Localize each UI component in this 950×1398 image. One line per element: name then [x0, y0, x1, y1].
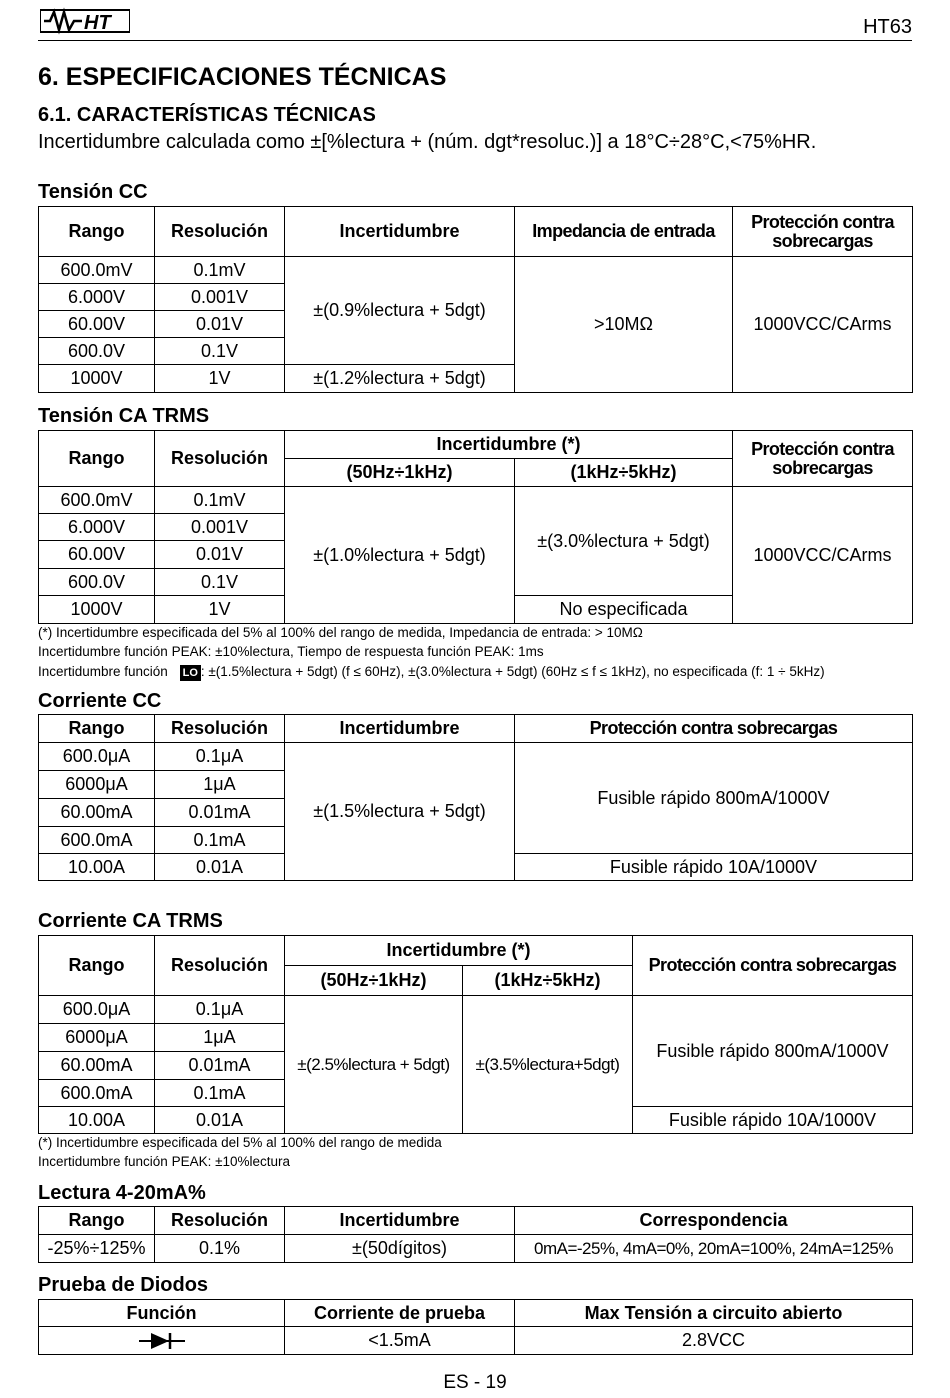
- header-band-low: (50Hz÷1kHz): [285, 459, 515, 487]
- resolution-cell: 0.001V: [155, 284, 285, 311]
- section-title-diode-test: Prueba de Diodos: [38, 1274, 209, 1296]
- header-open-circuit-voltage: Max Tensión a circuito abierto: [515, 1300, 913, 1327]
- range-cell: -25%÷125%: [39, 1235, 155, 1263]
- range-cell: 10.00A: [39, 1107, 155, 1134]
- range-cell: 6000μA: [39, 771, 155, 799]
- page-number: ES - 19: [443, 1372, 507, 1393]
- resolution-cell: 0.1mV: [155, 487, 285, 514]
- range-cell: 600.0V: [39, 338, 155, 365]
- range-cell: 6.000V: [39, 514, 155, 541]
- range-cell: 600.0μA: [39, 743, 155, 771]
- uncertainty-band-low-cell: ±(1.0%lectura + 5dgt): [285, 487, 515, 624]
- resolution-cell: 0.1mA: [155, 1080, 285, 1107]
- open-voltage-cell: 2.8VCC: [515, 1327, 913, 1355]
- header-range: Rango: [39, 1207, 155, 1235]
- header-protection: Protección contra sobrecargas: [733, 431, 913, 487]
- header-protection: Protección contra sobrecargas: [515, 715, 913, 743]
- range-cell: 600.0mV: [39, 487, 155, 514]
- header-impedance: Impedancia de entrada: [515, 207, 733, 257]
- resolution-cell: 0.01V: [155, 311, 285, 338]
- uncertainty-band-high-cell: ±(3.0%lectura + 5dgt): [515, 487, 733, 596]
- header-range: Rango: [39, 431, 155, 487]
- section-title-4-20ma: Lectura 4-20mA%: [38, 1182, 206, 1204]
- uncertainty-cell: ±(1.5%lectura + 5dgt): [285, 743, 515, 881]
- resolution-cell: 0.01A: [155, 1107, 285, 1134]
- correspondence-cell: 0mA=-25%, 4mA=0%, 20mA=100%, 24mA=125%: [515, 1235, 913, 1263]
- resolution-cell: 0.01mA: [155, 1052, 285, 1080]
- header-resolution: Resolución: [155, 207, 285, 257]
- resolution-cell: 1μA: [155, 1024, 285, 1052]
- resolution-cell: 0.1V: [155, 569, 285, 596]
- ac-voltage-table: [38, 430, 913, 624]
- not-specified-cell: No especificada: [515, 596, 733, 624]
- uncertainty-cell: ±(50dígitos): [285, 1235, 515, 1263]
- ac-voltage-note-3: [38, 664, 825, 681]
- header-resolution: Resolución: [155, 1207, 285, 1235]
- ac-voltage-note-1: (*) Incertidumbre especificada del 5% al 100% del rango de medida, Impedancia de entrada: > 10MΩ: [38, 625, 643, 640]
- diode-icon: [137, 1331, 187, 1351]
- impedance-cell: >10MΩ: [515, 257, 733, 393]
- dc-current-table: [38, 714, 913, 881]
- header-function: Función: [39, 1300, 285, 1327]
- section-title-dc-current: Corriente CC: [38, 690, 162, 712]
- reading-4-20ma-table: [38, 1206, 913, 1263]
- header-range: Rango: [39, 207, 155, 257]
- resolution-cell: 0.1V: [155, 338, 285, 365]
- range-cell: 1000V: [39, 365, 155, 393]
- header-band-high: (1kHz÷5kHz): [463, 966, 633, 996]
- resolution-cell: 1μA: [155, 771, 285, 799]
- resolution-cell: 0.1mA: [155, 827, 285, 854]
- header-correspondence: Correspondencia: [515, 1207, 913, 1235]
- ac-voltage-note-2: Incertidumbre función PEAK: ±10%lectura, Tiempo de respuesta función PEAK: 1ms: [38, 644, 544, 659]
- header-resolution: Resolución: [155, 715, 285, 743]
- lo-mode-icon: [180, 665, 201, 681]
- function-cell: [39, 1327, 285, 1355]
- resolution-cell: 1V: [155, 596, 285, 624]
- ac-current-note-1: (*) Incertidumbre especificada del 5% al 100% del rango de medida: [38, 1135, 442, 1150]
- range-cell: 6000μA: [39, 1024, 155, 1052]
- protection-cell: 1000VCC/CArms: [733, 257, 913, 393]
- range-cell: 60.00V: [39, 541, 155, 569]
- lo-icon-label: LO: [182, 667, 198, 679]
- diode-test-table: [38, 1299, 913, 1355]
- section-title-ac-current: Corriente CA TRMS: [38, 910, 223, 932]
- range-cell: 600.0μA: [39, 996, 155, 1024]
- note-text: : ±(1.5%lectura + 5dgt) (f ≤ 60Hz), ±(3.0%lectura + 5dgt) (60Hz ≤ f ≤ 1kHz), no especificada (f: 1 ÷ 5kHz): [200, 664, 825, 679]
- resolution-cell: 0.01mA: [155, 799, 285, 827]
- test-current-cell: <1.5mA: [285, 1327, 515, 1355]
- header-resolution: Resolución: [155, 431, 285, 487]
- resolution-cell: 0.01V: [155, 541, 285, 569]
- resolution-cell: 0.1μA: [155, 996, 285, 1024]
- header-band-low: (50Hz÷1kHz): [285, 966, 463, 996]
- ac-current-table: [38, 935, 913, 1134]
- range-cell: 600.0mA: [39, 1080, 155, 1107]
- resolution-cell: 0.1μA: [155, 743, 285, 771]
- header-uncertainty: Incertidumbre: [285, 1207, 515, 1235]
- header-protection: Protección contra sobrecargas: [733, 207, 913, 257]
- intro-text: Incertidumbre calculada como ±[%lectura + (núm. dgt*resoluc.)] a 18°C÷28°C,<75%HR.: [38, 131, 817, 153]
- protection-cell: Fusible rápido 800mA/1000V: [515, 743, 913, 854]
- resolution-cell: 0.1mV: [155, 257, 285, 284]
- range-cell: 600.0mV: [39, 257, 155, 284]
- header-range: Rango: [39, 936, 155, 996]
- ht-logo-icon: [40, 6, 130, 36]
- uncertainty-band-low-cell: ±(2.5%lectura + 5dgt): [285, 996, 463, 1134]
- header-uncertainty: Incertidumbre (*): [285, 431, 733, 459]
- note-prefix: Incertidumbre función: [38, 664, 168, 679]
- header-resolution: Resolución: [155, 936, 285, 996]
- uncertainty-cell: ±(0.9%lectura + 5dgt): [285, 257, 515, 365]
- header-uncertainty: Incertidumbre (*): [285, 936, 633, 966]
- range-cell: 600.0mA: [39, 827, 155, 854]
- header-range: Rango: [39, 715, 155, 743]
- range-cell: 10.00A: [39, 854, 155, 881]
- ac-current-note-2: Incertidumbre función PEAK: ±10%lectura: [38, 1154, 291, 1169]
- header-test-current: Corriente de prueba: [285, 1300, 515, 1327]
- range-cell: 6.000V: [39, 284, 155, 311]
- header-uncertainty: Incertidumbre: [285, 715, 515, 743]
- dc-voltage-table: [38, 206, 913, 393]
- header-uncertainty: Incertidumbre: [285, 207, 515, 257]
- uncertainty-cell: ±(1.2%lectura + 5dgt): [285, 365, 515, 393]
- section-title-ac-voltage: Tensión CA TRMS: [38, 405, 210, 427]
- resolution-cell: 1V: [155, 365, 285, 393]
- resolution-cell: 0.01A: [155, 854, 285, 881]
- brand-name: HT: [84, 12, 111, 34]
- range-cell: 1000V: [39, 596, 155, 624]
- protection-cell: Fusible rápido 10A/1000V: [515, 854, 913, 881]
- header-protection: Protección contra sobrecargas: [633, 936, 913, 996]
- page-title: 6. ESPECIFICACIONES TÉCNICAS: [38, 63, 447, 91]
- range-cell: 60.00mA: [39, 1052, 155, 1080]
- resolution-cell: 0.001V: [155, 514, 285, 541]
- range-cell: 600.0V: [39, 569, 155, 596]
- header-rule: [38, 40, 912, 41]
- section-subtitle: 6.1. CARACTERÍSTICAS TÉCNICAS: [38, 104, 376, 126]
- brand-logo: [40, 6, 130, 36]
- resolution-cell: 0.1%: [155, 1235, 285, 1263]
- header-band-high: (1kHz÷5kHz): [515, 459, 733, 487]
- protection-cell: 1000VCC/CArms: [733, 487, 913, 624]
- model-name: HT63: [863, 16, 912, 38]
- uncertainty-band-high-cell: ±(3.5%lectura+5dgt): [463, 996, 633, 1134]
- protection-cell: Fusible rápido 800mA/1000V: [633, 996, 913, 1107]
- range-cell: 60.00V: [39, 311, 155, 338]
- range-cell: 60.00mA: [39, 799, 155, 827]
- protection-cell: Fusible rápido 10A/1000V: [633, 1107, 913, 1134]
- section-title-dc-voltage: Tensión CC: [38, 181, 148, 203]
